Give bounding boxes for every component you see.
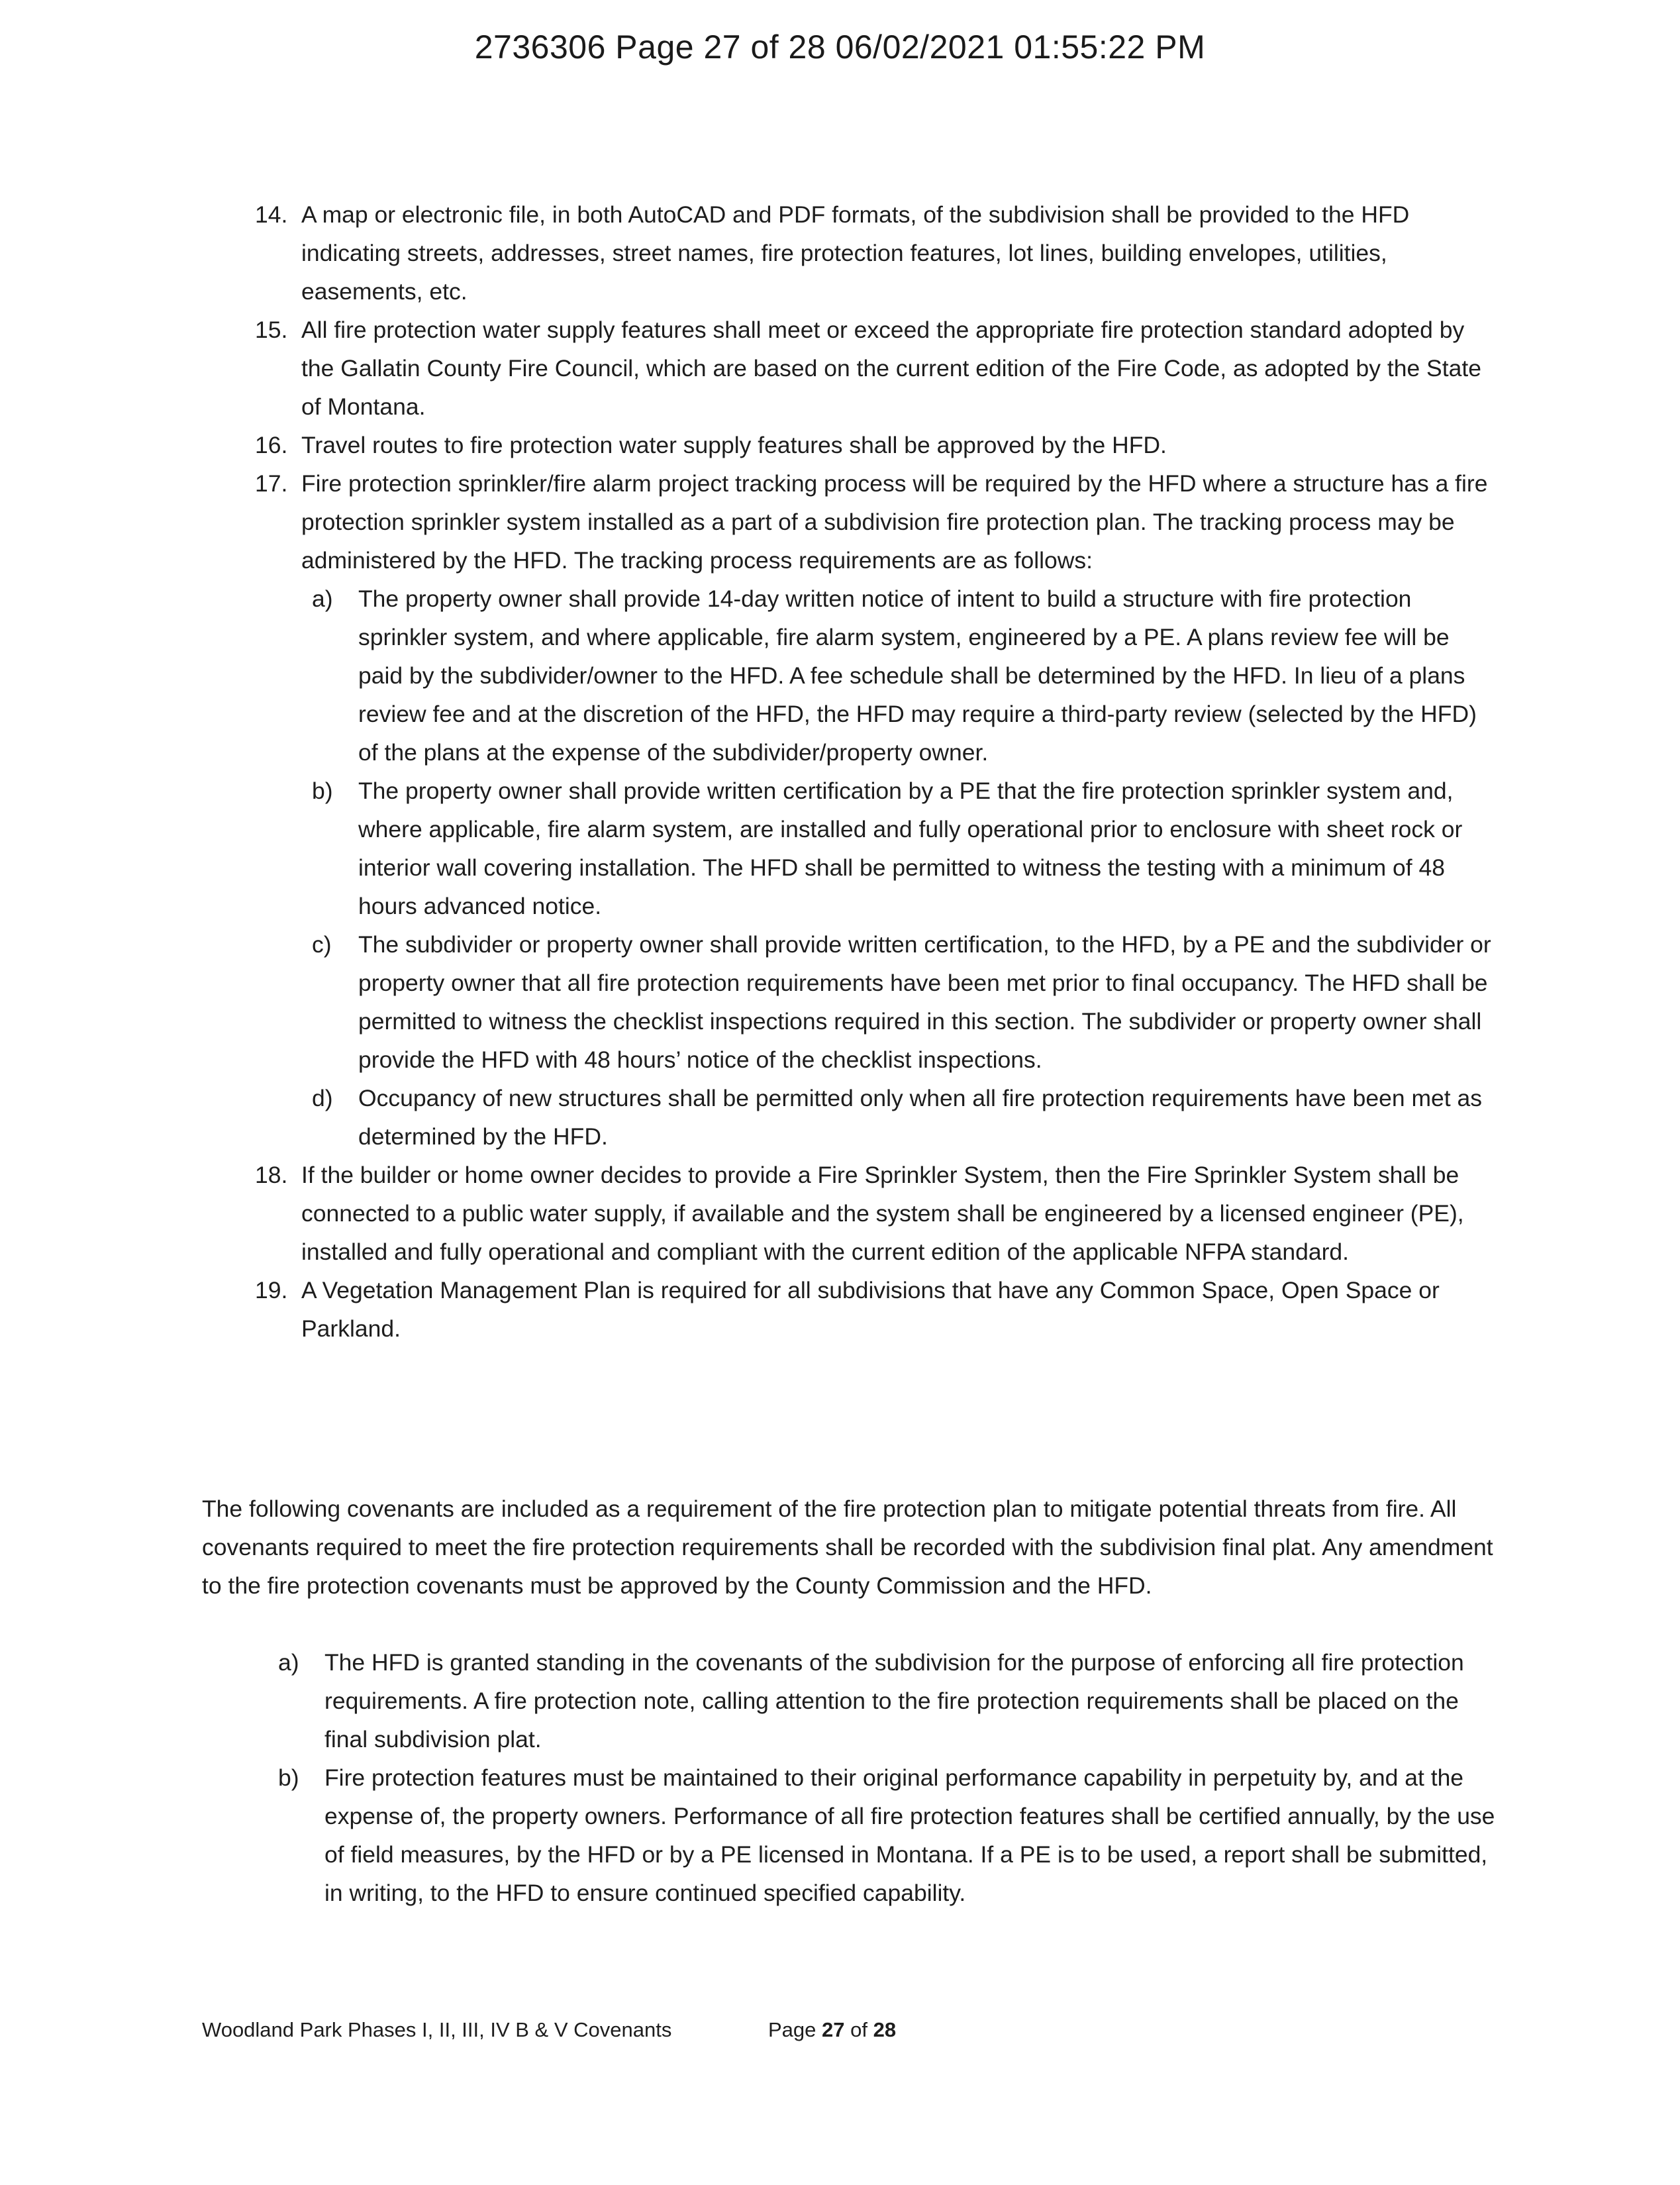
sub-item-label: a) [312, 585, 333, 612]
item-number: 16. [255, 432, 288, 458]
item-text: A Vegetation Management Plan is required for all subdivisions that have any Common Space, Open Space or Parkland. [301, 1277, 1440, 1342]
covenants-intro-paragraph: The following covenants are included as a requirement of the fire protection plan to mitigate potential threats from fire. All covenants required to meet the fire protection requirements shall be recorded with the subdivision final plat. Any amendment to the fire protection covenants must be approved by the County Commission and the HFD. [202, 1496, 1493, 1599]
list-item-17 [255, 464, 1500, 580]
list-item-14 [255, 195, 1500, 311]
item-number: 15. [255, 317, 288, 343]
item-text: A map or electronic file, in both AutoCAD and PDF formats, of the subdivision shall be provided to the HFD indicating streets, addresses, street names, fire protection features, lot lines, building envelopes, utilities, easements, etc. [301, 201, 1410, 305]
item-number: 19. [255, 1277, 288, 1303]
item-text: If the builder or home owner decides to provide a Fire Sprinkler System, then the Fire Sprinkler System shall be connected to a public water supply, if available and the system shall be engineered by a licensed engineer (PE), installed and fully operational and compliant with the current edition of the applicable NFPA standard. [301, 1162, 1464, 1265]
footer-page-mid: of [844, 2018, 873, 2041]
sub-item-label: c) [312, 931, 332, 958]
list-item-15 [255, 311, 1500, 426]
sub-item-label: d) [312, 1085, 333, 1111]
covenant-text: Fire protection features must be maintained to their original performance capability in perpetuity by, and at the expense of, the property owners. Performance of all fire protection features shall be certified annually, by the use of field measures, by the HFD or by a PE licensed in Montana. If a PE is to be used, a report shall be submitted, in writing, to the HFD to ensure continued specified capability. [324, 1764, 1495, 1906]
list-item-19 [255, 1271, 1500, 1348]
sub-item-text: Occupancy of new structures shall be permitted only when all fire protection requirements have been met as determined by the HFD. [358, 1085, 1482, 1150]
item-text: Fire protection sprinkler/fire alarm project tracking process will be required by the HFD where a structure has a fire protection sprinkler system installed as a part of a subdivision fire protection plan. The tracking process may be administered by the HFD. The tracking process requirements are as follows: [301, 470, 1488, 574]
sub-item-17a [312, 580, 1500, 772]
footer-document-title: Woodland Park Phases I, II, III, IV B & V Covenants [202, 2018, 672, 2041]
sub-item-17b [312, 772, 1500, 925]
sub-item-text: The subdivider or property owner shall provide written certification, to the HFD, by a PE and the subdivider or property owner that all fire protection requirements have been met prior to final occupancy. The HFD shall be permitted to witness the checklist inspections required in this section. The subdivider or property owner shall provide the HFD with 48 hours’ notice of the checklist inspections. [358, 931, 1491, 1073]
numbered-requirements-list [255, 195, 1500, 1348]
recording-stamp: 2736306 Page 27 of 28 06/02/2021 01:55:22 PM [474, 28, 1206, 66]
sub-item-17c [312, 925, 1500, 1079]
covenant-label: b) [278, 1764, 299, 1791]
item-number: 18. [255, 1162, 288, 1188]
footer-page-number [768, 2018, 896, 2042]
covenants-list [278, 1643, 1497, 1912]
footer-page-current: 27 [822, 2018, 845, 2041]
footer-page-prefix: Page [768, 2018, 822, 2041]
footer-page-total: 28 [873, 2018, 897, 2041]
sub-item-text: The property owner shall provide 14-day written notice of intent to build a structure with fire protection sprinkler system, and where applicable, fire alarm system, engineered by a PE. A plans review fee will be paid by the subdivider/owner to the HFD. A fee schedule shall be determined by the HFD. In lieu of a plans review fee and at the discretion of the HFD, the HFD may require a third-party review (selected by the HFD) of the plans at the expense of the subdivider/property owner. [358, 585, 1477, 766]
item-number: 17. [255, 470, 288, 497]
sub-item-label: b) [312, 778, 333, 804]
item-number: 14. [255, 201, 288, 228]
covenant-text: The HFD is granted standing in the covenants of the subdivision for the purpose of enforcing all fire protection requirements. A fire protection note, calling attention to the fire protection requirements shall be placed on the final subdivision plat. [324, 1649, 1464, 1753]
sub-item-17d [312, 1079, 1500, 1156]
sub-item-text: The property owner shall provide written certification by a PE that the fire protection sprinkler system and, where applicable, fire alarm system, are installed and fully operational prior to enclosure with sheet rock or interior wall covering installation. The HFD shall be permitted to witness the testing with a minimum of 48 hours advanced notice. [358, 778, 1463, 919]
covenant-item-a [278, 1643, 1497, 1758]
covenant-item-b [278, 1758, 1497, 1912]
list-item-16 [255, 426, 1500, 464]
item-text: Travel routes to fire protection water supply features shall be approved by the HFD. [301, 432, 1167, 458]
item-text: All fire protection water supply features shall meet or exceed the appropriate fire protection standard adopted by the Gallatin County Fire Council, which are based on the current edition of the Fire Code, as adopted by the State of Montana. [301, 317, 1481, 420]
page-footer [202, 2018, 897, 2042]
list-item-18 [255, 1156, 1500, 1271]
covenant-label: a) [278, 1649, 299, 1676]
